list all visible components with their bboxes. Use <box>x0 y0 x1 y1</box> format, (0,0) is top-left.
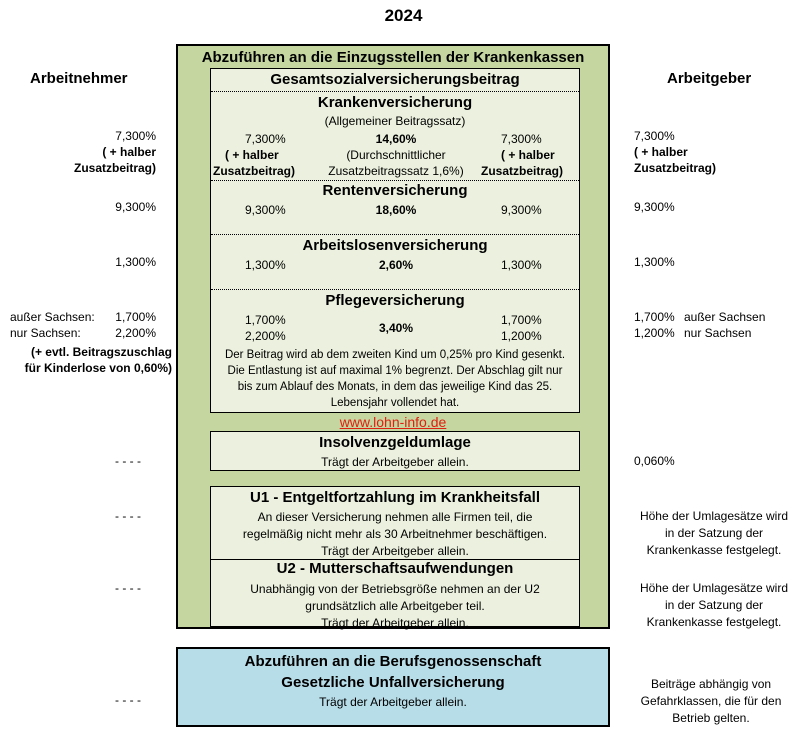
right-pv-label-1: außer Sachsen <box>684 310 766 324</box>
pv-note-line-1: Der Beitrag wird ab dem zweiten Kind um 0,25% pro Kind gesenkt. <box>224 349 566 361</box>
alv-ag-rate: 1,300% <box>501 258 542 272</box>
website-link[interactable]: www.lohn-info.de <box>339 414 447 430</box>
kv-an-rate: 7,300% <box>245 132 286 146</box>
pv-note-line-2: Die Entlastung ist auf maximal 1% begrenzt. Der Abschlag gilt nur <box>227 365 563 377</box>
right-u2-1: Höhe der Umlagesätze wird <box>639 581 789 595</box>
kv-ag-plus-2: Zusatzbeitrag) <box>481 164 564 178</box>
rv-an-rate: 9,300% <box>245 203 286 217</box>
insolvenz-text: Trägt der Arbeitgeber allein. <box>321 455 469 469</box>
kv-title: Krankenversicherung <box>317 94 473 111</box>
employee-header: Arbeitnehmer <box>30 70 128 87</box>
alv-total: 2,60% <box>378 258 414 272</box>
u2-text-1: Unabhängig von der Betriebsgröße nehmen an der U2 <box>250 582 540 596</box>
pv-an-rate-1: 1,700% <box>245 313 286 327</box>
pv-title: Pflegeversicherung <box>325 292 465 309</box>
pv-ag-rate-1: 1,700% <box>501 313 542 327</box>
right-u1-2: in der Satzung der <box>664 526 764 540</box>
bg-title-1: Abzuführen an die Berufsgenossenschaft <box>244 653 542 670</box>
right-u1-1: Höhe der Umlagesätze wird <box>639 509 789 523</box>
left-kv-plus-1: ( + halber <box>102 145 156 159</box>
right-u2-3: Krankenkasse festgelegt. <box>646 615 782 629</box>
left-u2: - - - - <box>115 581 141 595</box>
gsv-title: Gesamtsozialversicherungsbeitrag <box>270 71 520 88</box>
kv-an-plus-1: ( + halber <box>225 148 279 162</box>
kv-total-note-1: (Durchschnittlicher <box>346 148 446 162</box>
right-u1-3: Krankenkasse festgelegt. <box>646 543 782 557</box>
left-rv-rate: 9,300% <box>115 200 156 214</box>
kv-total-note-2: Zusatzbeitragssatz 1,6%) <box>328 164 464 178</box>
left-pv-label-2: nur Sachsen: <box>10 326 81 340</box>
year-title: 2024 <box>384 6 423 25</box>
u1-text-3: Trägt der Arbeitgeber allein. <box>321 544 469 558</box>
left-kv-rate: 7,300% <box>115 129 156 143</box>
left-pv-rate-2: 2,200% <box>115 326 156 340</box>
u1-u2-box <box>210 486 580 630</box>
bg-title-2: Gesetzliche Unfallversicherung <box>281 674 505 691</box>
right-pv-label-2: nur Sachsen <box>684 326 752 340</box>
kv-subtitle: (Allgemeiner Beitragssatz) <box>324 114 466 128</box>
pv-total: 3,40% <box>378 321 414 335</box>
right-bg-1: Beiträge abhängig von <box>650 677 772 691</box>
alv-title: Arbeitslosenversicherung <box>302 237 488 254</box>
right-u2-2: in der Satzung der <box>664 598 764 612</box>
right-alv-rate: 1,300% <box>634 255 675 269</box>
rv-total: 18,60% <box>375 203 417 217</box>
right-rv-rate: 9,300% <box>634 200 675 214</box>
left-u1: - - - - <box>115 509 141 523</box>
insolvenz-box <box>210 431 580 471</box>
pv-note-line-4: Lebensjahr vollendet hat. <box>330 397 460 409</box>
right-kv-plus-2: Zusatzbeitrag) <box>634 161 717 175</box>
right-pv-rate-1: 1,700% <box>634 310 675 324</box>
right-kv-rate: 7,300% <box>634 129 675 143</box>
left-alv-rate: 1,300% <box>115 255 156 269</box>
u2-text-3: Trägt der Arbeitgeber allein. <box>321 616 469 630</box>
bg-text: Trägt der Arbeitgeber allein. <box>319 695 467 709</box>
rv-title: Rentenversicherung <box>322 182 468 199</box>
left-pv-extra-1: (+ evtl. Beitragszuschlag <box>30 345 172 359</box>
u2-text-2: grundsätzlich alle Arbeitgeber teil. <box>305 599 485 613</box>
u1-text-2: regelmäßig nicht mehr als 30 Arbeitnehmer beschäftigen. <box>242 527 548 541</box>
left-pv-extra-2: für Kinderlose von 0,60%) <box>24 361 172 375</box>
right-bg-2: Gefahrklassen, die für den <box>640 694 782 708</box>
u1-text-1: An dieser Versicherung nehmen alle Firmen teil, die <box>257 510 533 524</box>
pv-note-line-3: bis zum Ablauf des Monats, in dem das jeweilige Kind das 25. <box>237 381 553 393</box>
rv-ag-rate: 9,300% <box>501 203 542 217</box>
pv-note <box>211 347 579 411</box>
left-kv-plus-2: Zusatzbeitrag) <box>73 161 156 175</box>
kv-an-plus-2: Zusatzbeitrag) <box>213 164 296 178</box>
insolvenz-title: Insolvenzgeldumlage <box>319 434 471 451</box>
left-insolvenz: - - - - <box>115 454 141 468</box>
right-bg-3: Betrieb gelten. <box>672 711 750 725</box>
right-kv-plus-1: ( + halber <box>634 145 688 159</box>
kv-ag-rate: 7,300% <box>501 132 542 146</box>
kv-ag-plus-1: ( + halber <box>501 148 555 162</box>
berufsgenossenschaft-box <box>176 647 610 727</box>
right-pv-rate-2: 1,200% <box>634 326 675 340</box>
alv-an-rate: 1,300% <box>245 258 286 272</box>
pv-an-rate-2: 2,200% <box>245 329 286 343</box>
u1-title: U1 - Entgeltfortzahlung im Krankheitsfall <box>249 489 541 506</box>
left-pv-rate-1: 1,700% <box>115 310 156 324</box>
right-insolvenz: 0,060% <box>634 454 675 468</box>
pv-ag-rate-2: 1,200% <box>501 329 542 343</box>
left-bg: - - - - <box>115 693 141 707</box>
kv-total: 14,60% <box>375 132 417 146</box>
left-pv-label-1: außer Sachsen: <box>10 310 95 324</box>
gsv-box <box>210 68 580 413</box>
u2-title: U2 - Mutterschaftsaufwendungen <box>276 560 514 577</box>
krankenkassen-box <box>176 44 610 629</box>
outer-title: Abzuführen an die Einzugsstellen der Krankenkassen <box>201 49 585 66</box>
employer-header: Arbeitgeber <box>667 70 752 87</box>
